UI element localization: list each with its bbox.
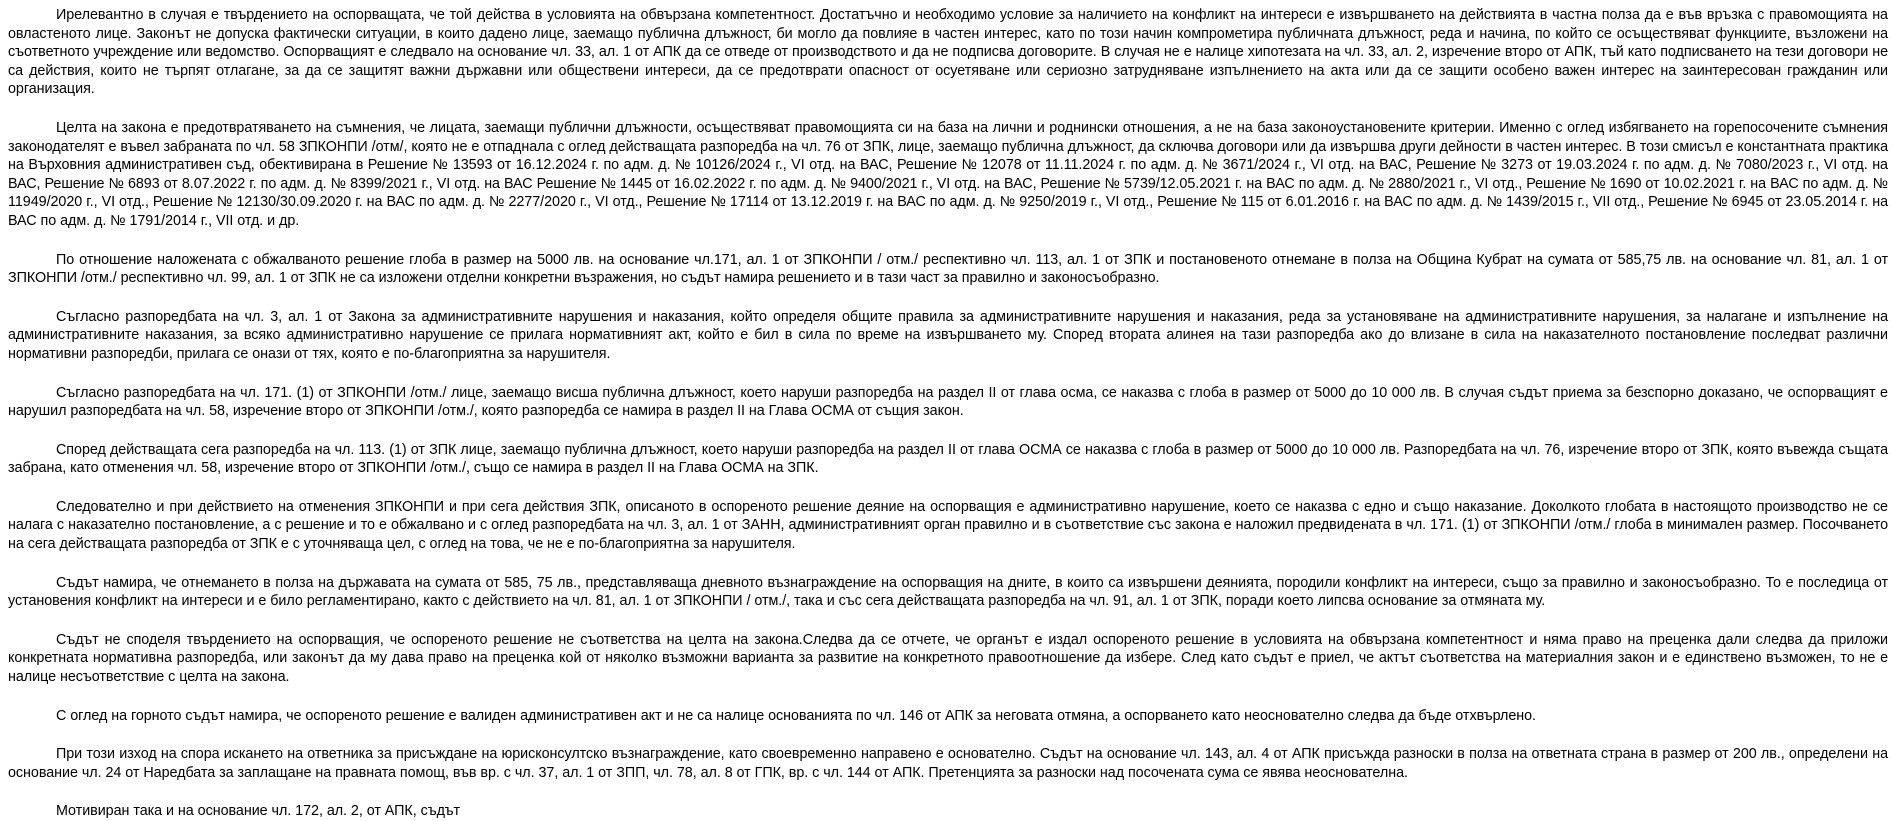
- paragraph-purpose-compliance: Съдът не споделя твърдението на оспорващия, че оспореното решение не съответства на целта на закона.Следва да се отчете, че органът е издал оспореното решение в условията на обвързана компетентност и няма право на преценка дали следва да приложи конкретната нормативна разпоредба, или законът да му дава право на преценка кой от няколко възможни варианта за развитие на конкретното правоотношение да избере. След като съдът е приел, че актът съответства на материалния закон и е единствено възможен, то не е налице несъответствие с целта на закона.: [8, 631, 1888, 686]
- paragraph-irrelevant-competence: Ирелевантно в случая е твърдението на оспорващата, че той действа в условията на обвързана компетентност. Достатъчно и необходимо условие за наличието на конфликт на интереси е извършването на действията в частна полза да е във връзка с правомощията на овластеното лице. Законът не допуска фактически ситуации, в които дадено лице, заемащо публична длъжност, би могло да повлияе в частен интерес, като по този начин компрометира публичната длъжност, реда и начина, по който се осъществяват функциите, възложени на съответното учреждение или ведомство. Оспорващият е следвало на основание чл. 33, ал. 1 от АПК да се отведе от производството и да не подписва договорите. В случая не е налице хипотезата на чл. 33, ал. 2, изречение второ от АПК, тъй като подписването на тези договори не са действия, които не търпят отлагане, за да се защитят важни държавни или обществени интереси, да се предотврати опасност от осуетяване или сериозно затрудняване изпълнението на акта или да се защити особено важен интерес на заинтересован гражданин или организация.: [8, 7, 1888, 98]
- paragraph-zann-article-3: Съгласно разпоредбата на чл. 3, ал. 1 от Закона за административните нарушения и наказания, който определя общите правила за административните нарушения и наказания, реда за установяване на административните нарушения, за налагане и изпълнение на административните наказания, за всяко административно нарушение се прилага нормативният акт, който е бил в сила по време на извършването му. Според втората алинея на тази разпоредба ако до влизане в сила на наказателното постановление последват различни нормативни разпоредби, прилага се онази от тях, която е по-благоприятна за нарушителя.: [8, 308, 1888, 362]
- paragraph-law-purpose: Целта на закона е предотвратяването на съмнения, че лицата, заемащи публични длъжности, осъществяват правомощията си на база на лични и роднински отношения, а не на база законоустановените критерии. Именно с оглед избягването на горепосочените съмнения законодателят е въвел забраната по чл. 58 ЗПКОНПИ /отм/, която не е отпаднала с оглед действащата разпоредба на чл. 76 от ЗПК, лице, заемащо публична длъжност, да сключва договори или да извършва други дейности в частен интерес. В този смисъл е константната практика на Върховния административен съд, обективирана в Решение № 13593 от 16.12.2024 г. по адм. д. № 10126/2024 г., VI отд. на ВАС, Решение № 12078 от 11.11.2024 г. по адм. д. № 3671/2024 г., VI отд. на ВАС, Решение № 3273 от 19.03.2024 г. по адм. д. № 7080/2023 г., VI отд. на ВАС, Решение № 6893 от 8.07.2022 г. по адм. д. № 8399/2021 г., VI отд. на ВАС Решение № 1445 от 16.02.2022 г. по адм. д. № 9400/2021 г., VI отд. на ВАС, Решение № 5739/12.05.2021 г. на ВАС по адм. д. № 2880/2021 г., VI отд., Решение № 1690 от 10.02.2021 г. на ВАС по адм. д. № 11949/2020 г., VI отд., Решение № 12130/30.09.2020 г. на ВАС по адм. д. № 2277/2020 г., VI отд., Решение № 17114 от 13.12.2019 г. на ВАС по адм. д. № 9250/2019 г., VI отд., Решение № 115 от 6.01.2016 г. на ВАС по адм. д. № 1439/2015 г., VII отд., Решение № 6945 от 23.05.2014 г. на ВАС по адм. д. № 1791/2014 г., VII отд. и др.: [8, 119, 1888, 229]
- paragraph-valid-act: С оглед на горното съдът намира, че оспореното решение е валиден административен акт и не са налице основанията по чл. 146 от АПК за неговата отмяна, а оспорването като неоснователно следва да бъде отхвърлено.: [56, 707, 1536, 724]
- paragraph-zpk-article-113: Според действащата сега разпоредба на чл. 113. (1) от ЗПК лице, заемащо публична длъжност, което наруши разпоредба на раздел II от глава ОСМА се наказва с глоба в размер от 5000 до 10 000 лв. Разпоредбата на чл. 76, изречение второ от ЗПК, която въвежда същата забрана, като отменения чл. 58, изречение второ от ЗПКОНПИ /отм./, също се намира в раздел II на Глава ОСМА на ЗПК.: [8, 441, 1889, 477]
- paragraph-legal-costs: При този изход на спора искането на ответника за присъждане на юрисконсултско възнаграждение, като своевременно направено е основателно. Съдът на основание чл. 143, ал. 4 от АПК присъжда разноски в полза на ответната страна в размер от 200 лв., определени на основание чл. 24 от Наредбата за заплащане на правната помощ, във вр. с чл. 37, ал. 1 от ЗПП, чл. 78, ал. 8 от ГПК, вр. с чл. 144 от АПК. Претенцията за разноски над посочената сума се явява неоснователна.: [8, 746, 1888, 781]
- paragraph-seizure-amount: Съдът намира, че отнемането в полза на държавата на сумата от 585, 75 лв., представляваща дневното възнаграждение на оспорващия на дните, в които са извършени деянията, породили конфликт на интереси, също за правилно и законосъобразно. То е последица от установения конфликт на интереси и е било регламентирано, както с действието на чл. 81, ал. 1 от ЗПКОНПИ / отм./, така и със сега действащата разпоредба на чл. 91, ал. 1 от ЗПК, поради което липсва основание за отмяната му.: [8, 574, 1888, 610]
- paragraph-closing-motive: Мотивиран така и на основание чл. 172, ал. 2, от АПК, съдът: [56, 803, 461, 820]
- paragraph-fine-and-seizure: По отношение наложената с обжалваното решение глоба в размер на 5000 лв. на основание чл.171, ал. 1 от ЗПКОНПИ / отм./ респективно чл. 113, ал. 1 от ЗПК и постановеното отнемане в полза на Община Кубрат на сумата от 585,75 лв. на основание чл. 81, ал. 1 от ЗПКОНПИ /отм./ респективно чл. 99, ал. 1 от ЗПК не са изложени отделни конкретни възражения, но съдът намира решението и в тази част за правилно и законосъобразно.: [8, 251, 1888, 287]
- paragraph-same-penalty: Следователно и при действието на отменения ЗПКОНПИ и при сега действия ЗПК, описаното в оспореното решение деяние на оспорващия е административно нарушение, което се наказва с едно и също наказание. Доколкото глобата в настоящото производство не се налага с наказателно постановление, а с решение и то е обжалвано и с оглед разпоредбата на чл. 3, ал. 1 от ЗАНН, административният орган правилно и в съответствие със закона е наложил предвидената в чл. 171. (1) от ЗПКОНПИ /отм./ глоба в минимален размер. Посочването на сега действащата разпоредба от ЗПК е с уточняваща цел, с оглед на това, че не е по-благоприятна за нарушителя.: [8, 498, 1888, 553]
- paragraph-zpkonpi-article-171: Съгласно разпоредбата на чл. 171. (1) от ЗПКОНПИ /отм./ лице, заемащо висша публична длъжност, което наруши разпоредба на раздел II от глава осма, се наказва с глоба в размер от 5000 до 10 000 лв. В случая съдът приема за безспорно доказано, че оспорващият е нарушил разпоредбата на чл. 58, изречение второ от ЗПКОНПИ /отм./, която разпоредба се намира в раздел II на Глава ОСМА от същия закон.: [8, 384, 1888, 420]
